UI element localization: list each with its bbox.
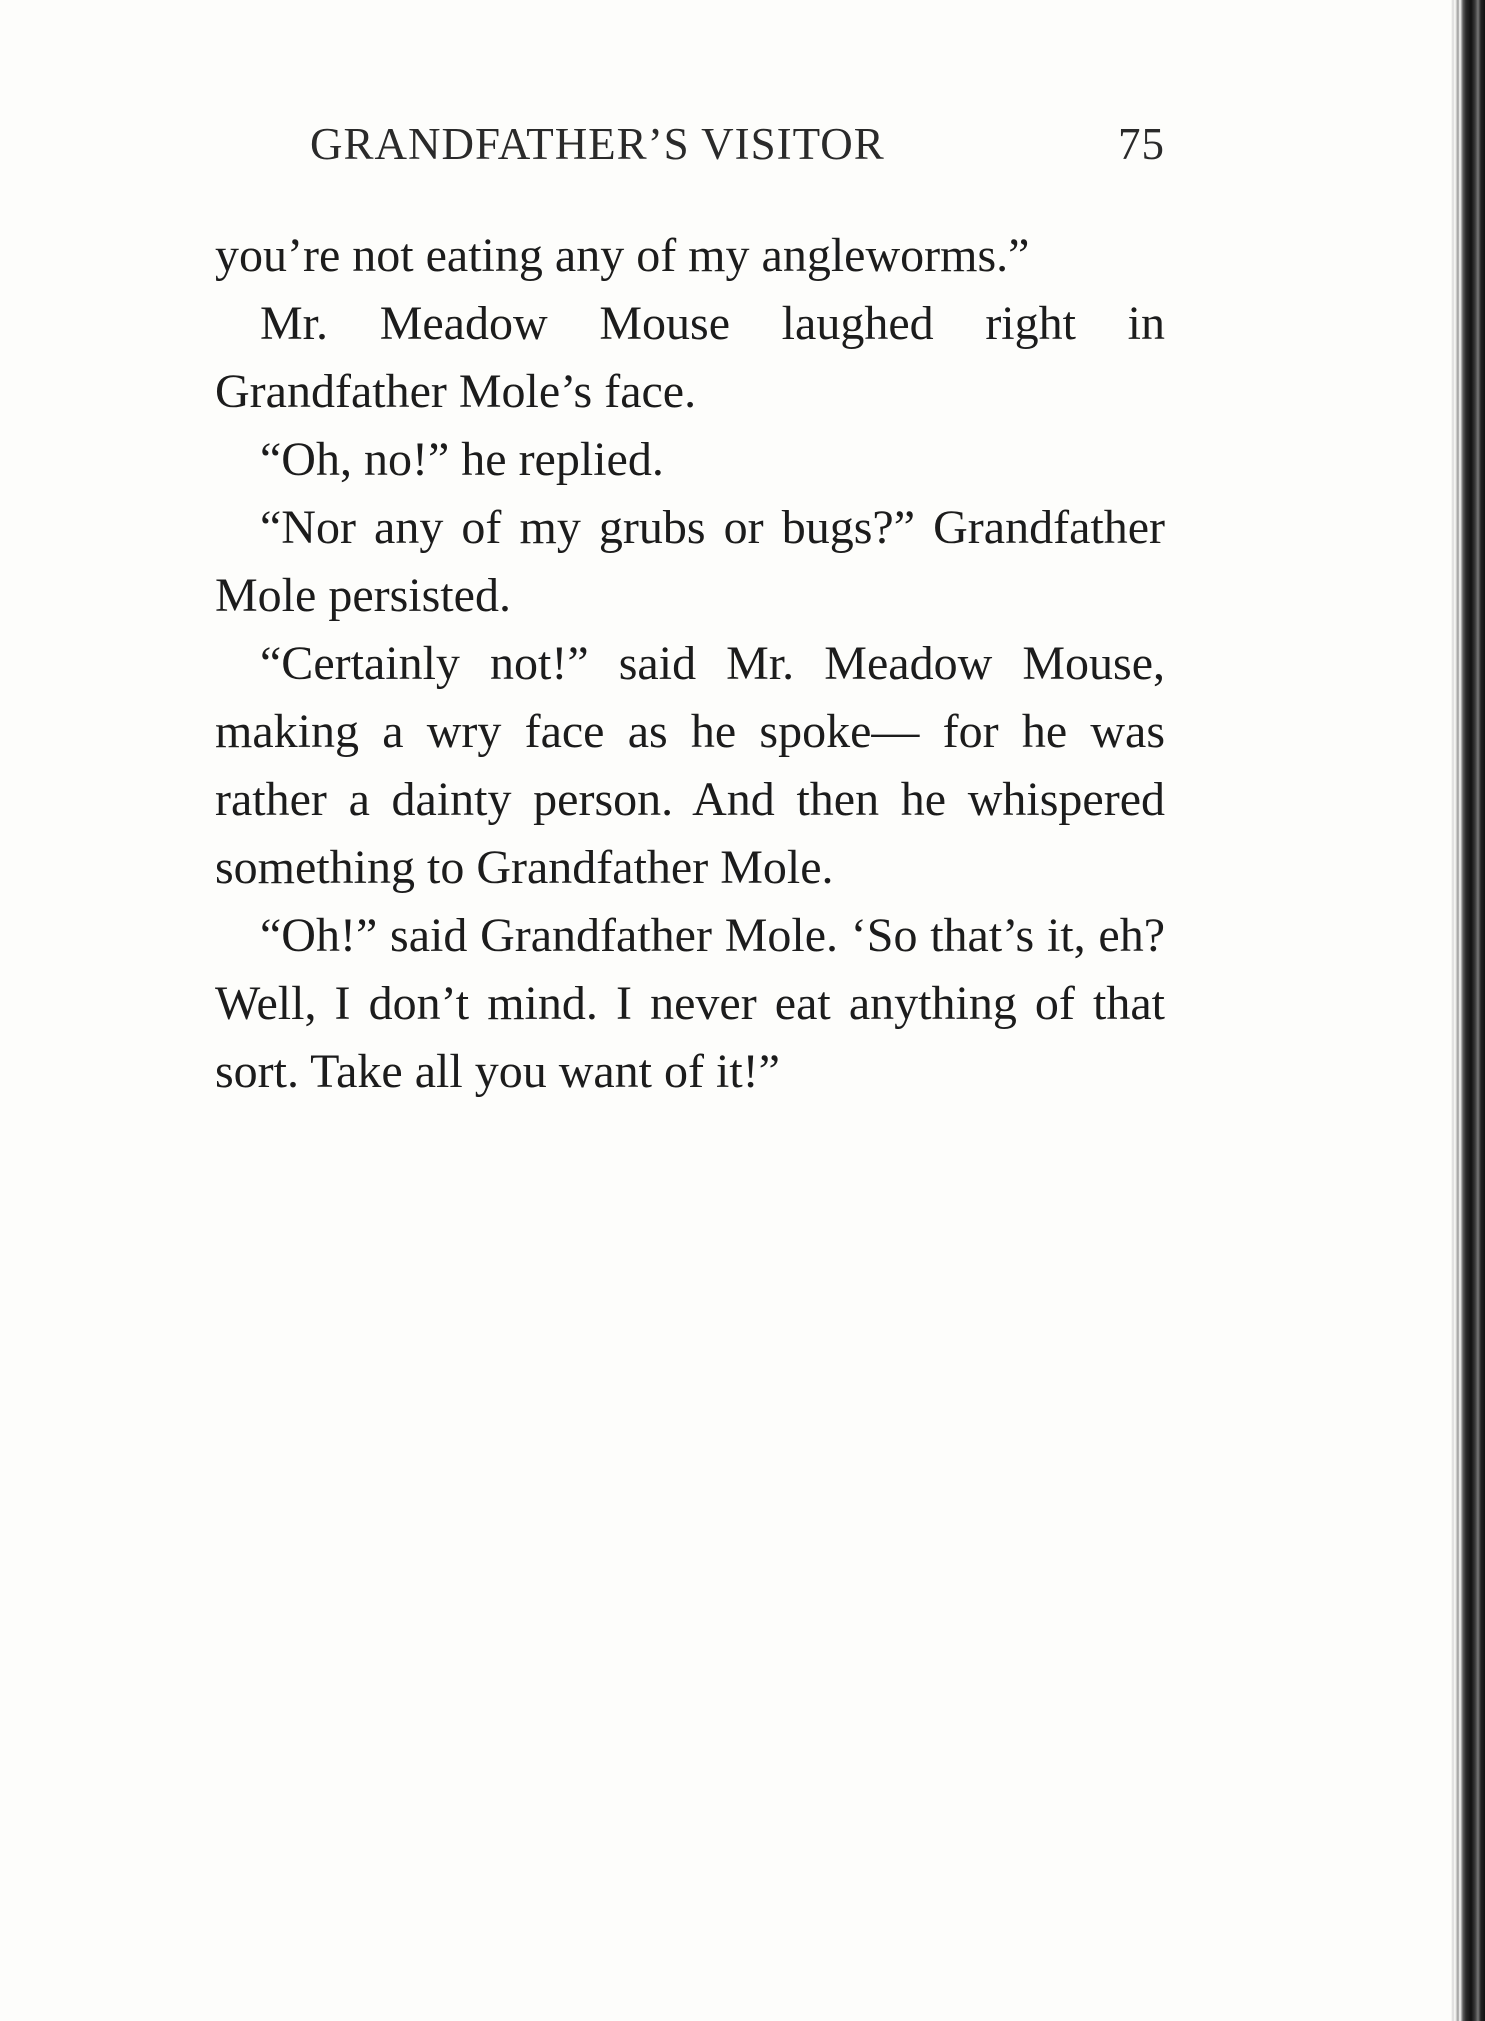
paragraph-2: Mr. Meadow Mouse laughed right in Grandfather Mole’s face. — [215, 297, 1165, 418]
paragraph-1: you’re not eating any of my angleworms.” — [215, 229, 1030, 282]
body-text — [215, 222, 1165, 1106]
paragraph-6: “Oh!” said Grandfather Mole. ‘So that’s it, eh? Well, I don’t mind. I never eat anything of that sort. Take all you want of it!” — [215, 909, 1165, 1098]
paragraph-4: “Nor any of my grubs or bugs?” Grandfather Mole persisted. — [215, 501, 1165, 622]
chapter-title: GRANDFATHER’S VISITOR — [310, 119, 885, 169]
paragraph-5: “Certainly not!” said Mr. Meadow Mouse, making a wry face as he spoke— for he was rather a dainty person. And then he whispered something to Grandfather Mole. — [215, 637, 1165, 894]
page-number: 75 — [1118, 119, 1165, 169]
page-binding-edge — [1451, 0, 1485, 2021]
paragraph-3: “Oh, no!” he replied. — [260, 433, 664, 486]
running-head — [310, 118, 1165, 178]
